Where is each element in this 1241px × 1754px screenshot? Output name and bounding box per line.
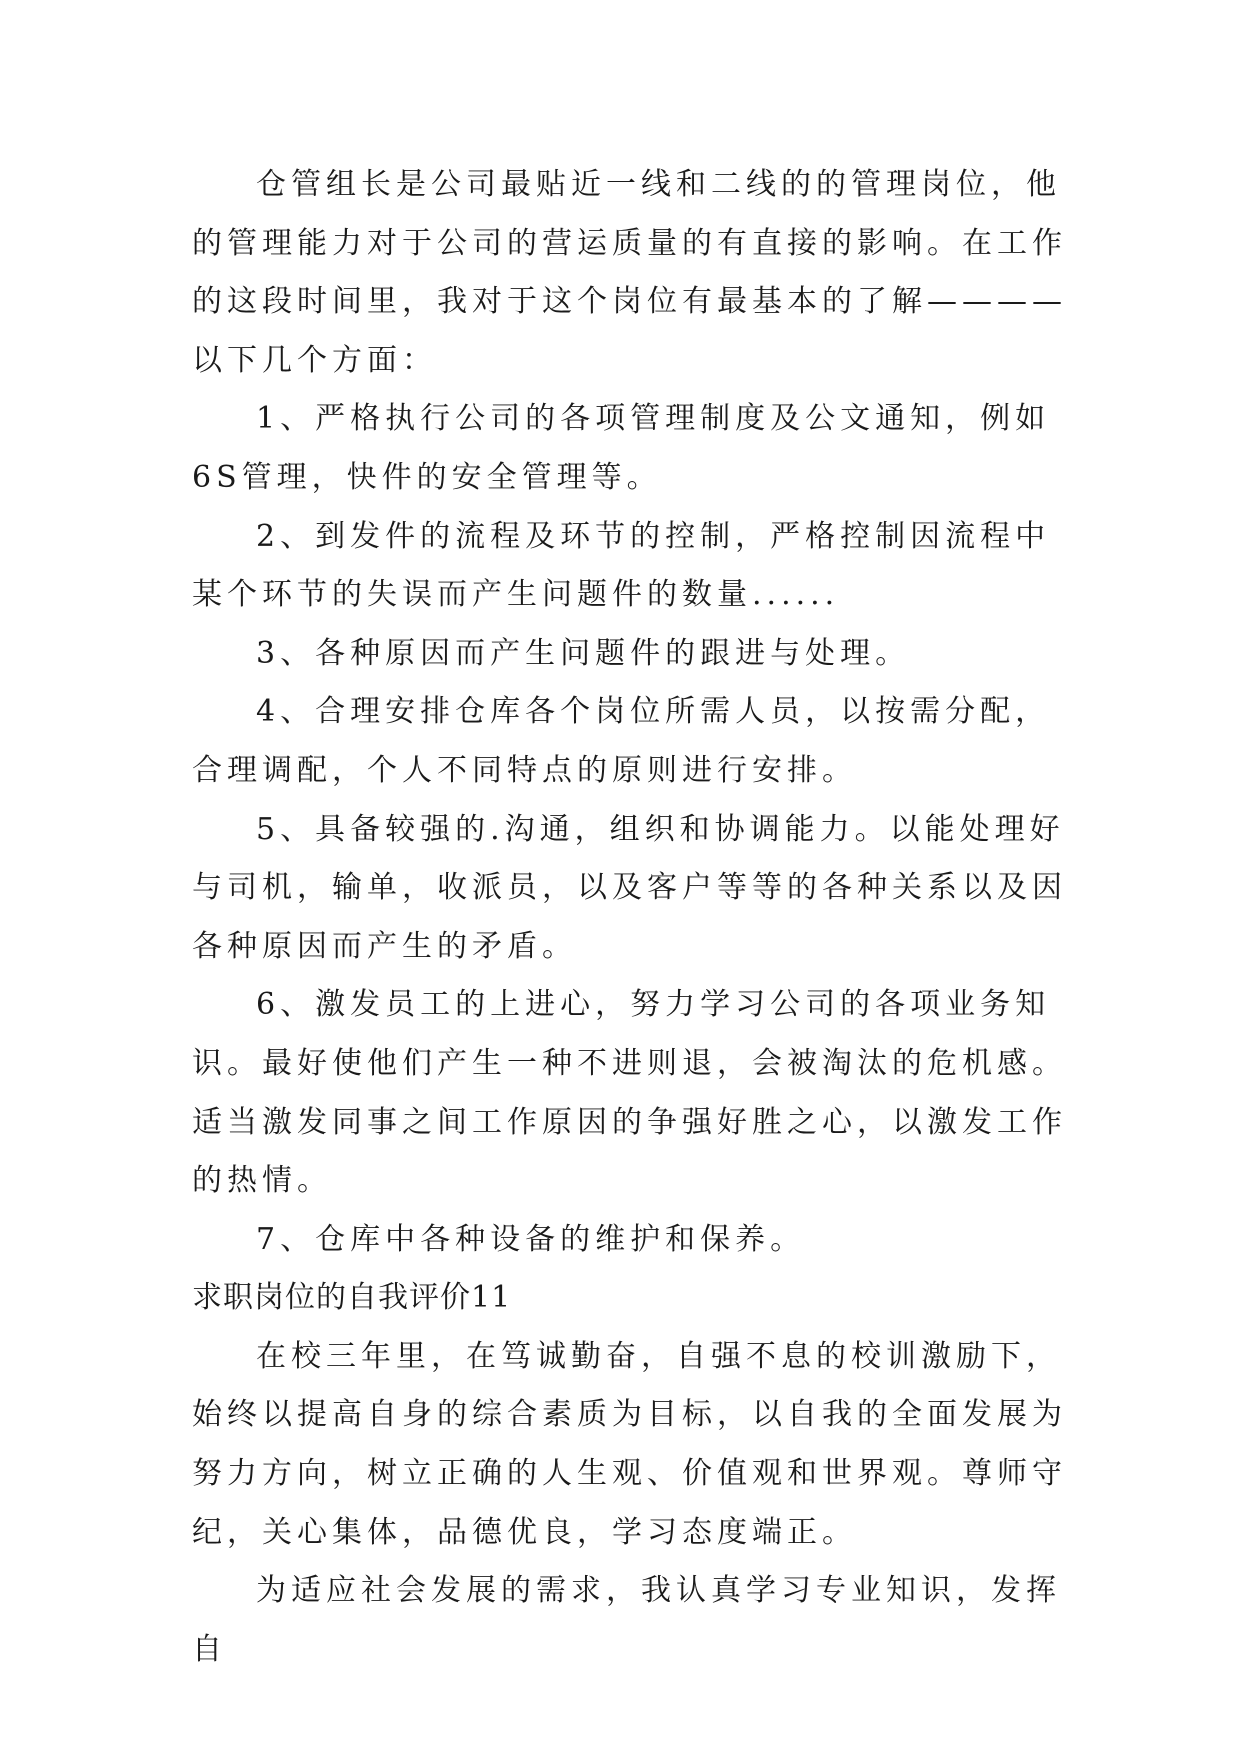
- paragraph: 6、激发员工的上进心，努力学习公司的各项业务知识。最好使他们产生一种不进则退，会被淘汰的危机感。适当激发同事之间工作原因的争强好胜之心，以激发工作的热情。: [192, 987, 1067, 1199]
- paragraph: 2、到发件的流程及环节的控制，严格控制因流程中某个环节的失误而产生问题件的数量......: [192, 518, 1051, 613]
- paragraph: 仓管组长是公司最贴近一线和二线的的管理岗位，他的管理能力对于公司的营运质量的有直接的影响。在工作的这段时间里，我对于这个岗位有最基本的了解————以下几个方面：: [192, 167, 1067, 378]
- paragraph: 4、合理安排仓库各个岗位所需人员，以按需分配，合理调配，个人不同特点的原则进行安排。: [192, 694, 1051, 788]
- paragraph: 5、具备较强的.沟通，组织和协调能力。以能处理好与司机，输单，收派员，以及客户等等的各种关系以及因各种原因而产生的矛盾。: [192, 811, 1067, 964]
- paragraph: 3、各种原因而产生问题件的跟进与处理。: [256, 635, 911, 671]
- paragraph: 为适应社会发展的需求，我认真学习专业知识，发挥自: [192, 1573, 1061, 1667]
- section-heading: 求职岗位的自我评价11: [192, 1280, 512, 1316]
- paragraph: 7、仓库中各种设备的维护和保养。: [256, 1221, 806, 1257]
- document-page: [192, 156, 1072, 1679]
- paragraph: 1、严格执行公司的各项管理制度及公文通知，例如6S管理，快件的安全管理等。: [192, 401, 1051, 495]
- paragraph: 在校三年里，在笃诚勤奋，自强不息的校训激励下，始终以提高自身的综合素质为目标，以自我的全面发展为努力方向，树立正确的人生观、价值观和世界观。尊师守纪，关心集体，品德优良，学习态度端正。: [192, 1338, 1067, 1550]
